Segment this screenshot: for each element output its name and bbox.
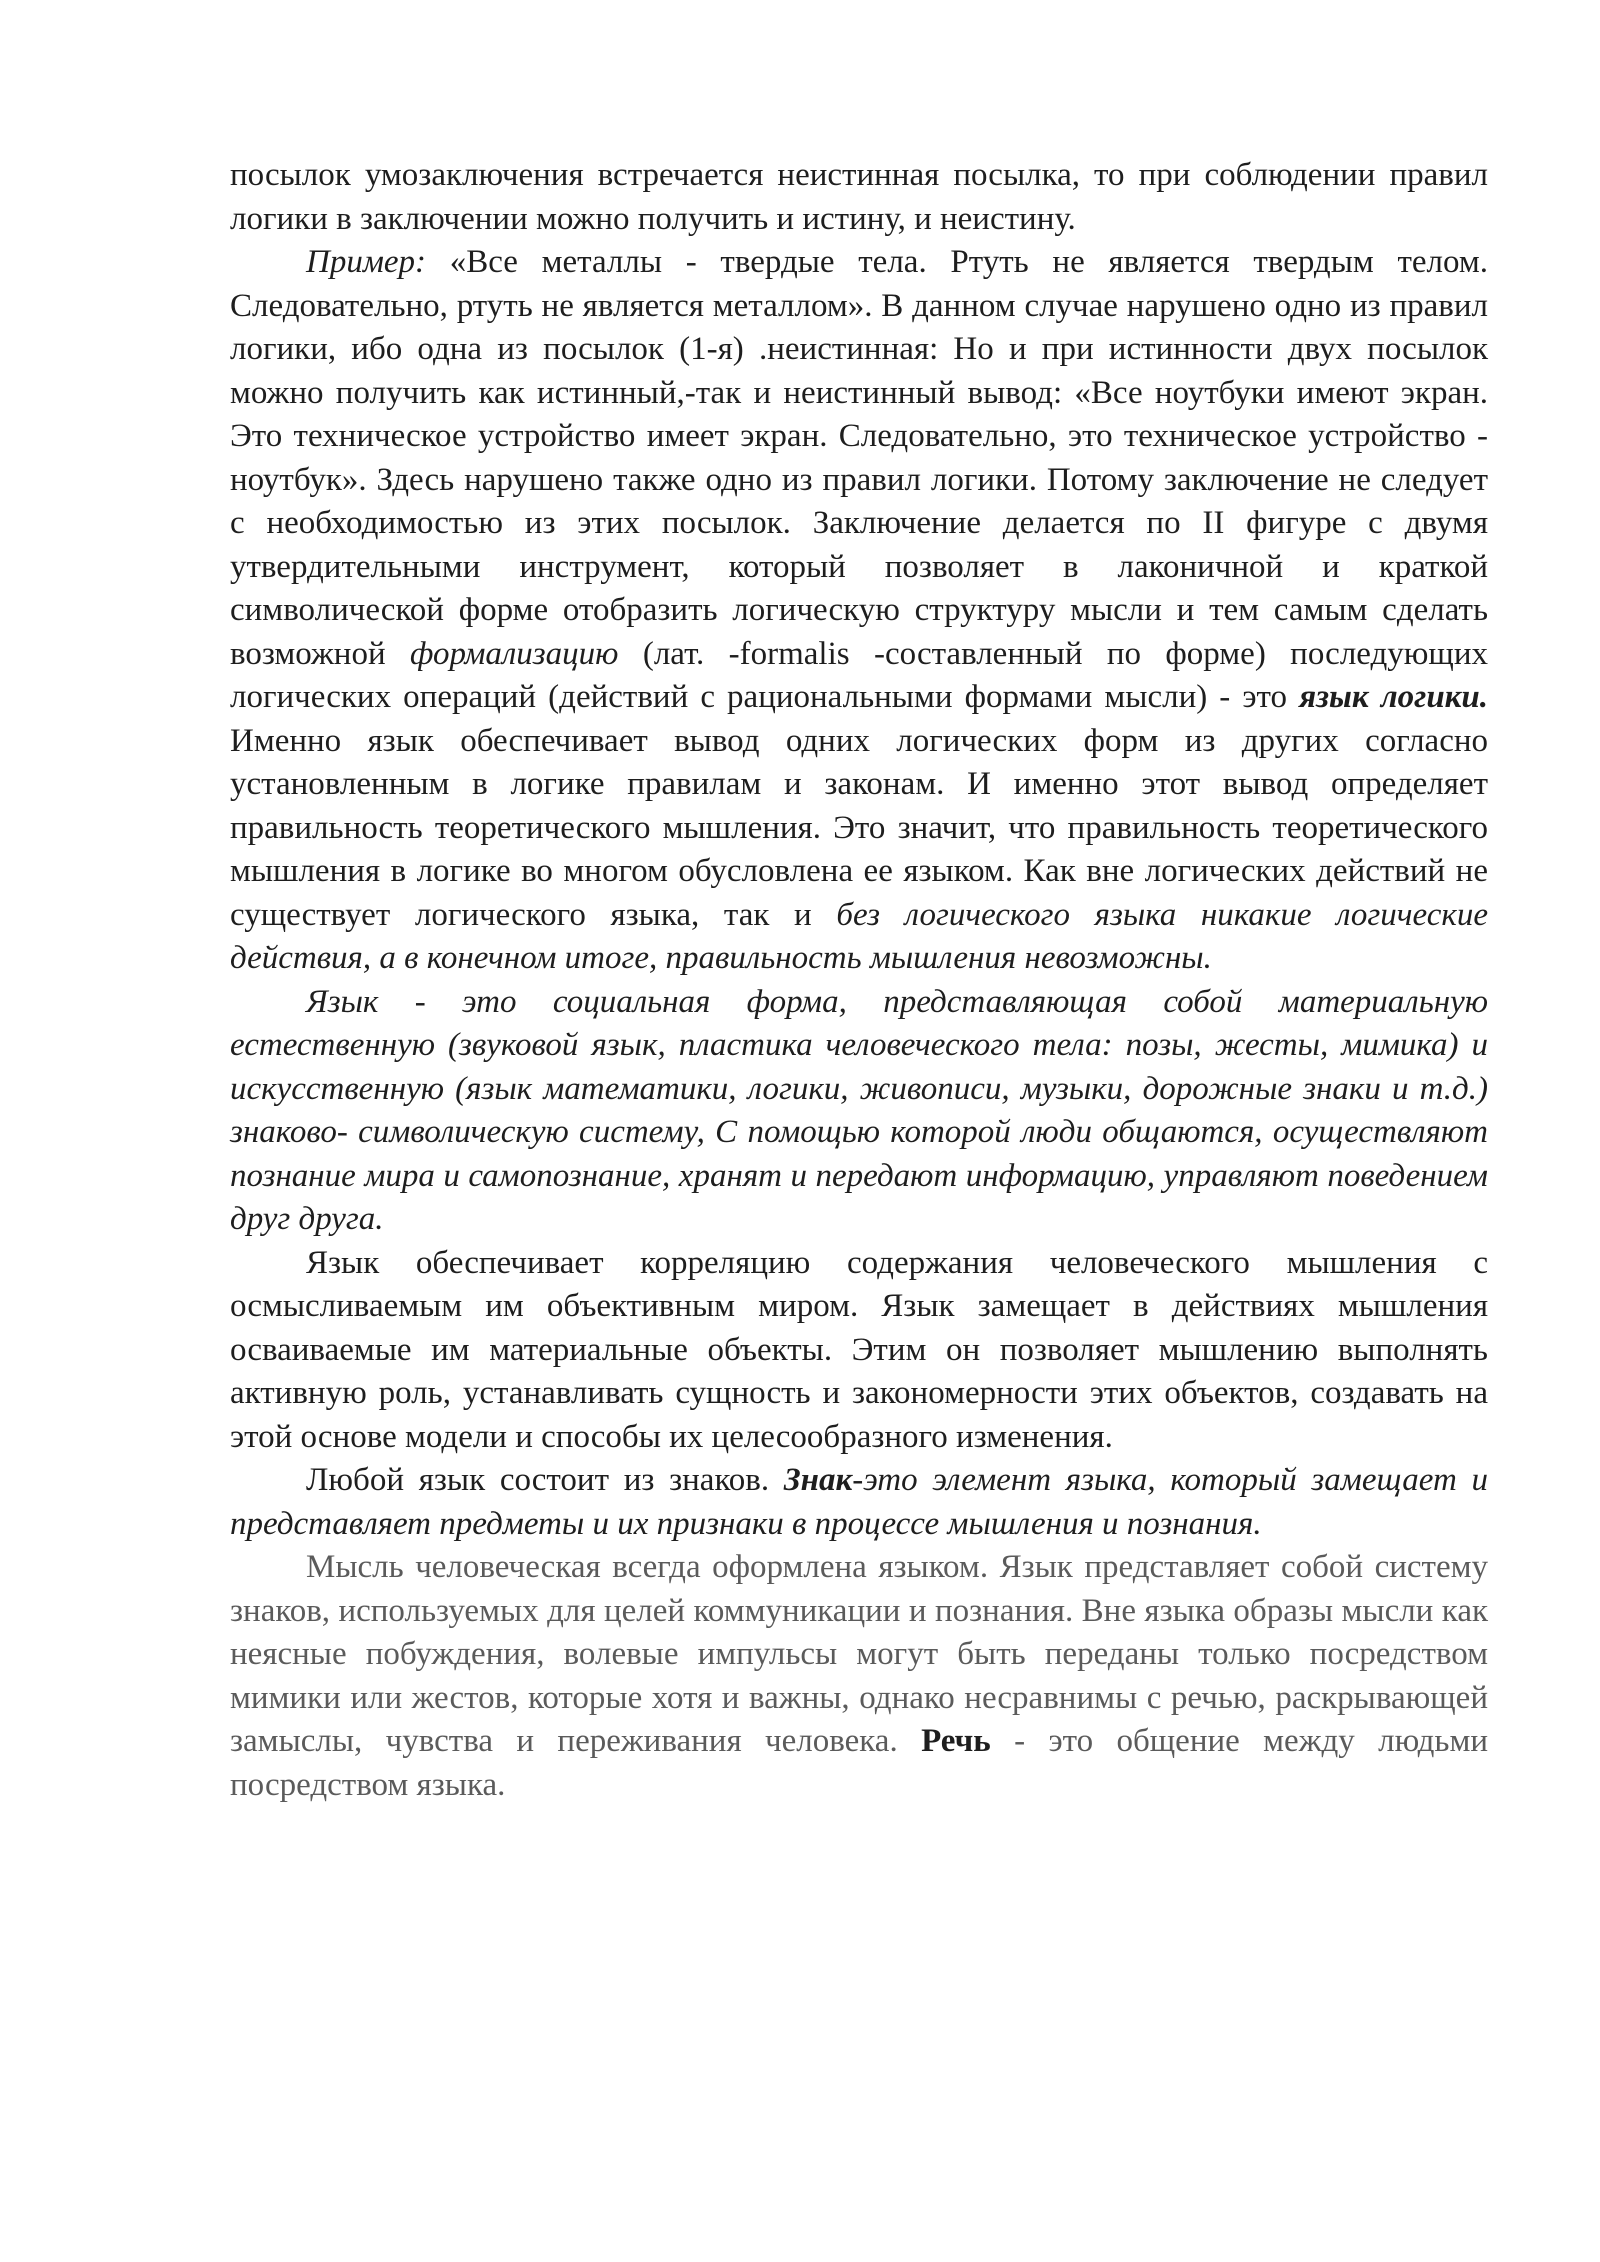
term-speech: Речь	[921, 1723, 991, 1759]
paragraph-1	[230, 154, 1488, 241]
paragraph-1-text: посылок умозаключения встречается неистинная посылка, то при соблюдении правил логики в заключении можно получить и истину, и неистину.	[230, 157, 1488, 237]
paragraph-2-italic-end: без логического языка никакие логические действия, а в конечном итоге, правильность мышления невозможны.	[230, 896, 1488, 976]
paragraph-5-text: Любой язык состоит из знаков.	[306, 1462, 784, 1498]
example-label: Пример:	[306, 244, 427, 280]
paragraph-6-text-1: Мысль человеческая всегда оформлена языком. Язык представляет собой систему знаков, используемых для целей коммуникации и познания. Вне языка образы мысли как неясные побуждения, волевые импульсы могут быть переданы только посредством мимики или жестов, которые хотя и важны, однако несравнимы с речью, раскрывающей замыслы, чувства и переживания человека.	[230, 1549, 1488, 1759]
paragraph-4	[230, 1242, 1488, 1460]
paragraph-2-text-2: (лат. -formalis -составленный по форме) последующих логических операций (действий с рациональными формами мысли) - это	[230, 635, 1489, 715]
paragraph-3-definition-language	[230, 981, 1488, 1242]
paragraph-5	[230, 1459, 1488, 1546]
paragraph-2	[230, 241, 1488, 981]
paragraph-2-text-3: Именно язык обеспечивает вывод одних логических форм из других согласно установленным в логике правилам и законам. И именно этот вывод определяет правильность теоретического мышления. Это значит, что правильность теоретического мышления в логике во многом обусловлена ее языком. Как вне логических действий не существует логического языка, так и	[230, 722, 1488, 933]
paragraph-2-text-1: «Все металлы - твердые тела. Ртуть не является твердым телом. Следовательно, ртуть не является металлом». В данном случае нарушено одно из правил логики, ибо одна из посылок (1-я) .неистинная: Но и при истинности двух посылок можно получить как истинный,-так и неистинный вывод: «Все ноутбуки имеют экран. Это техническое устройство имеет экран. Следовательно, это техническое устройство - ноутбук». Здесь нарушено также одно из правил логики. Потому заключение не следует с необходимостью из этих посылок. Заключение делается по II фигуре с двумя утвердительными инструмент, который позволяет в лаконичной и краткой символической форме отобразить логическую структуру мысли и тем самым сделать возможной	[230, 244, 1488, 672]
paragraph-4-text: Язык обеспечивает корреляцию содержания человеческого мышления с осмысливаемым им объективным миром. Язык замещает в действиях мышления осваиваемые им материальные объекты. Этим он позволяет мышлению выполнять активную роль, устанавливать сущность и закономерности этих объектов, создавать на этой основе модели и способы их целесообразного изменения.	[230, 1244, 1488, 1455]
paragraph-6-text-2: - это общение между людьми посредством языка.	[230, 1723, 1488, 1803]
term-sign: Знак	[783, 1462, 853, 1498]
paragraph-3-text: Язык - это социальная форма, представляющая собой материальную естественную (звуковой язык, пластика человеческого тела: позы, жесты, мимика) и искусственную (язык математики, логики, живописи, музыки, дорожные знаки и т.д.) знаково- символическую систему, С помощью которой люди общаются, осуществляют познание мира и самопознание, хранят и передают информацию, управляют поведением друг друга.	[230, 983, 1488, 1237]
paragraph-6	[230, 1546, 1488, 1807]
document-page	[230, 154, 1488, 1807]
paragraph-5-definition: -это элемент языка, который замещает и представляет предметы и их признаки в процессе мышления и познания.	[230, 1462, 1488, 1542]
term-formalization: формализацию	[410, 635, 619, 672]
term-logic-language: язык логики.	[1299, 679, 1489, 715]
